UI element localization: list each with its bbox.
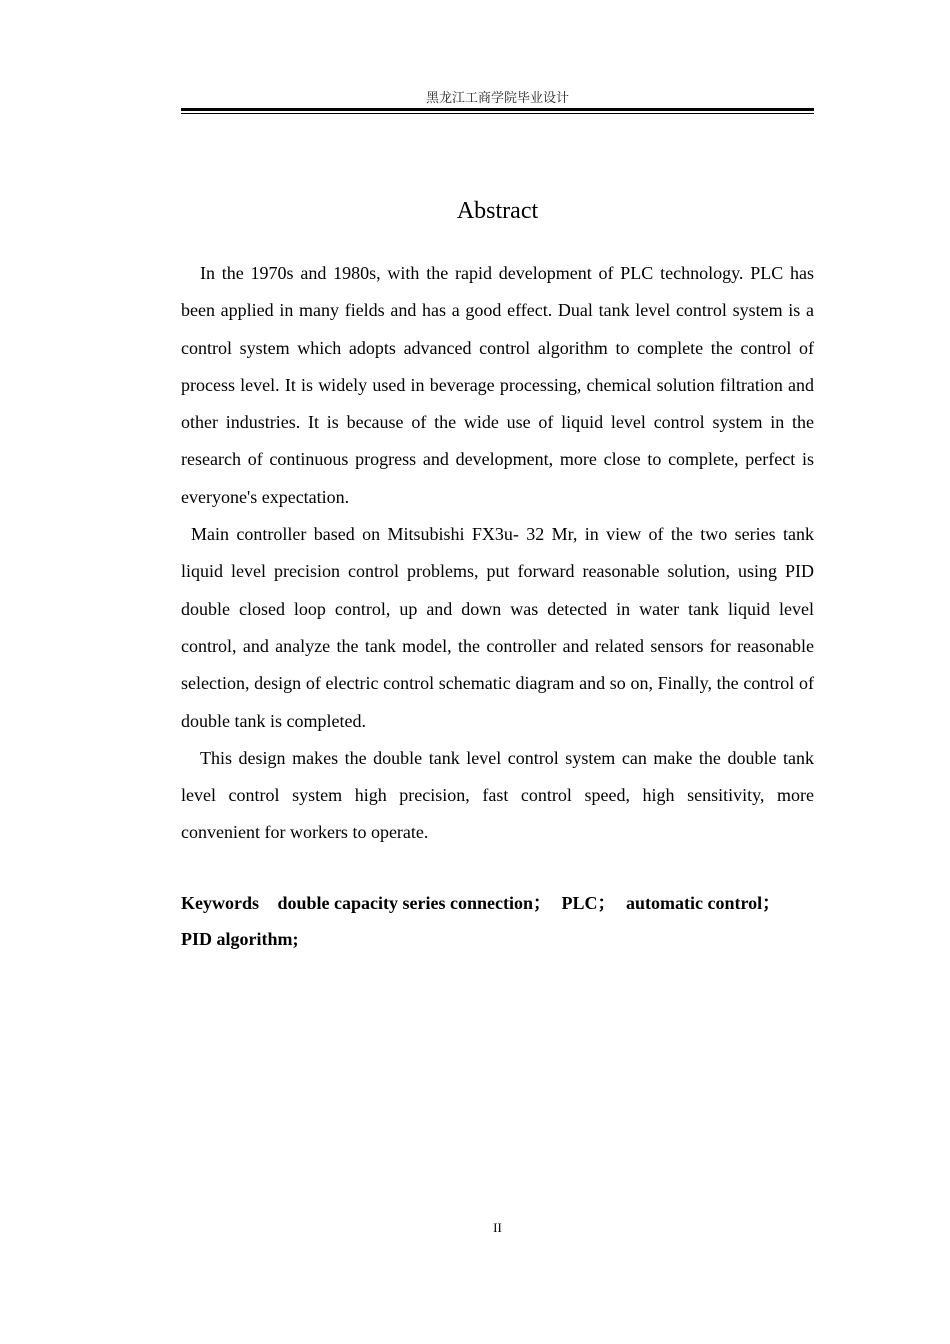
page-number: II xyxy=(493,1220,502,1235)
abstract-paragraph-3: This design makes the double tank level control system can make the double tank level control system high precision, fast control speed, high sensitivity, more convenient for workers to operate. xyxy=(181,747,814,843)
header-rule-thick xyxy=(181,108,814,111)
keyword-item: automatic control； xyxy=(625,893,781,913)
header-rule-thin xyxy=(181,113,814,114)
running-header: 黑龙江工商学院毕业设计 xyxy=(425,91,569,106)
abstract-body xyxy=(181,255,814,852)
keyword-item: PLC； xyxy=(561,893,616,913)
abstract-heading: Abstract xyxy=(456,198,539,224)
abstract-paragraph-2: Main controller based on Mitsubishi FX3u- 32 Mr, in view of the two series tank liquid level precision control problems, put forward reasonable solution, using PID double closed loop control, up and down was detected in water tank liquid level control, and analyze the tank model, the controller and related sensors for reasonable selection, design of electric control schematic diagram and so on, Finally, the control of double tank is completed. xyxy=(181,524,814,731)
keyword-item: double capacity series connection； xyxy=(277,893,551,913)
keywords-label: Keywords xyxy=(181,893,259,913)
keyword-item: PID algorithm; xyxy=(181,929,299,949)
abstract-paragraph-1: In the 1970s and 1980s, with the rapid development of PLC technology. PLC has been applied in many fields and has a good effect. Dual tank level control system is a control system which adopts advanced control algorithm to complete the control of process level. It is widely used in beverage processing, chemical solution filtration and other industries. It is because of the wide use of liquid level control system in the research of continuous progress and development, more close to complete, perfect is everyone's expectation. xyxy=(181,263,814,507)
keywords-block xyxy=(181,885,814,957)
